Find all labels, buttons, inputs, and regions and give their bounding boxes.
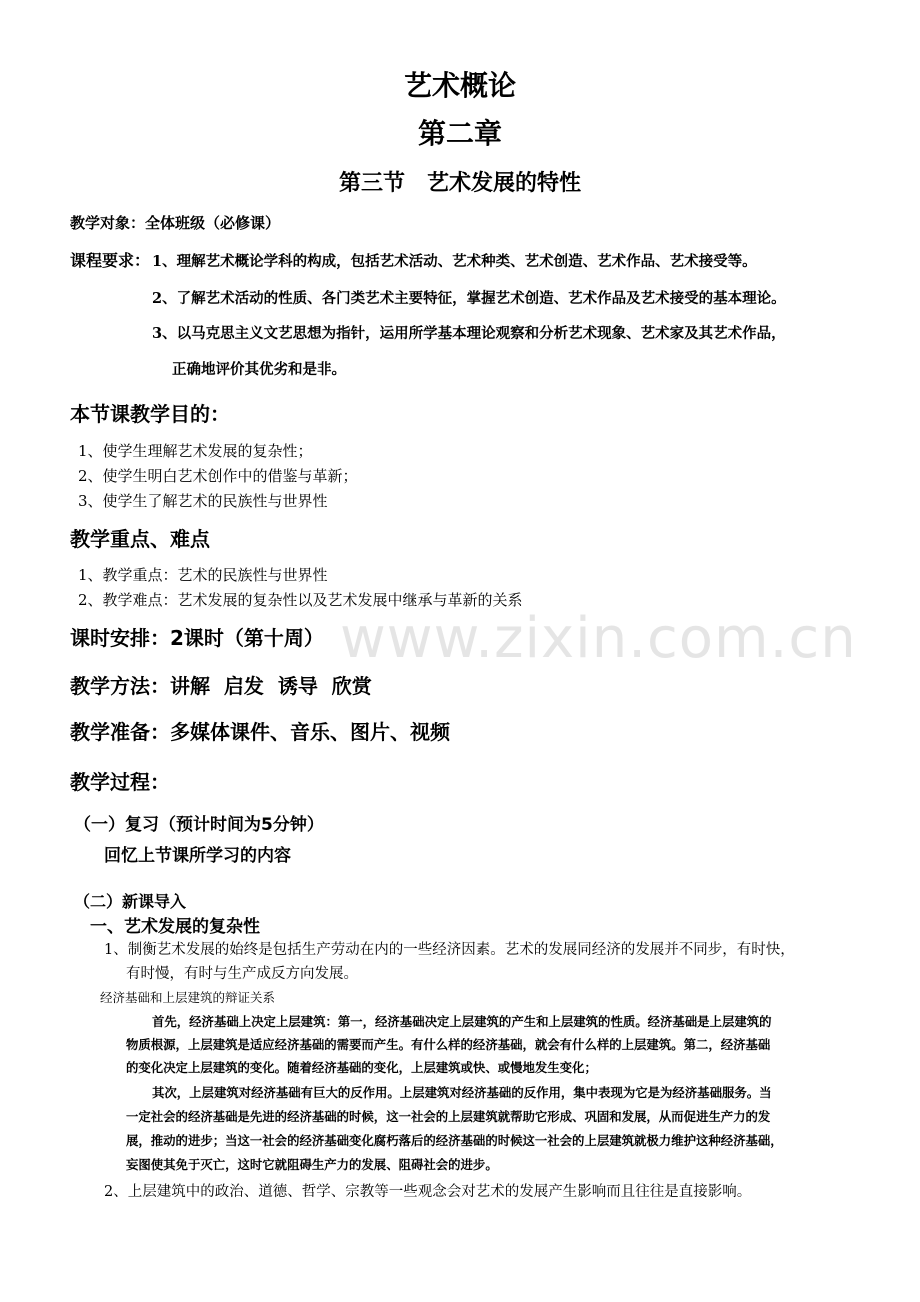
para-a-line1: 首先，经济基础上决定上层建筑：第一，经济基础决定上层建筑的产生和上层建筑的性质。经济基础是上层建筑的 bbox=[152, 1014, 772, 1029]
sub-heading: 经济基础和上层建筑的辩证关系 bbox=[100, 990, 276, 1005]
paragraph-2: 2、上层建筑中的政治、道德、哲学、宗教等一些观念会对艺术的发展产生影响而且往往是直接影响。 bbox=[104, 1184, 752, 1200]
part1-heading: 一、艺术发展的复杂性 bbox=[90, 917, 260, 937]
para-b-line4: 妄图使其免于灭亡，这时它就阻碍生产力的发展、阻碍社会的进步。 bbox=[126, 1157, 498, 1172]
para-a-line3: 的变化决定上层建筑的变化。随着经济基础的变化，上层建筑或快、或慢地发生变化； bbox=[126, 1060, 597, 1075]
objectives-heading: 本节课教学目的： bbox=[70, 402, 230, 426]
review-text: 回忆上节课所学习的内容 bbox=[104, 846, 291, 866]
process-heading: 教学过程： bbox=[70, 770, 170, 794]
requirement-1: 1、理解艺术概论学科的构成，包括艺术活动、艺术种类、艺术创造、艺术作品、艺术接受等。 bbox=[152, 253, 757, 270]
teaching-target: 教学对象：全体班级（必修课） bbox=[70, 214, 281, 232]
watermark: www.zixin.com.cn bbox=[340, 606, 857, 671]
intro-heading: （二）新课导入 bbox=[74, 892, 187, 911]
review-heading: （一）复习（预计时间为5分钟） bbox=[74, 815, 324, 835]
methods: 教学方法：讲解 启发 诱导 欣赏 bbox=[70, 674, 372, 698]
para-b-line3: 展，推动的进步；当这一社会的经济基础变化腐朽落后的经济基础的时候这一社会的上层建筑就极力维护这种经济基础， bbox=[126, 1133, 783, 1148]
para-a-line2: 物质根源，上层建筑是适应经济基础的需要而产生。有什么样的经济基础，就会有什么样的上层建筑。第二，经济基础 bbox=[126, 1037, 771, 1052]
paragraph-1-line1: 1、制衡艺术发展的始终是包括生产劳动在内的一些经济因素。艺术的发展同经济的发展并不同步，有时快， bbox=[104, 942, 795, 958]
objective-1: 1、使学生理解艺术发展的复杂性； bbox=[78, 442, 313, 460]
paragraph-1-line2: 有时慢，有时与生产成反方向发展。 bbox=[126, 966, 358, 982]
requirement-3: 3、以马克思主义文艺思想为指针，运用所学基本理论观察和分析艺术现象、艺术家及其艺术作品， bbox=[152, 325, 786, 342]
requirement-3-cont: 正确地评价其优劣和是非。 bbox=[172, 361, 346, 378]
requirement-2: 2、了解艺术活动的性质、各门类艺术主要特征，掌握艺术创造、艺术作品及艺术接受的基本理论。 bbox=[152, 290, 786, 307]
objective-2: 2、使学生明白艺术创作中的借鉴与革新； bbox=[78, 467, 358, 485]
keypoint-1: 1、教学重点：艺术的民族性与世界性 bbox=[78, 566, 328, 584]
para-b-line2: 一定社会的经济基础是先进的经济基础的时候，这一社会的上层建筑就帮助它形成、巩固和发展，从而促进生产力的发 bbox=[126, 1109, 771, 1124]
section-title: 第三节 艺术发展的特性 bbox=[338, 170, 581, 196]
schedule: 课时安排：2课时（第十周） bbox=[70, 626, 324, 650]
requirements-label: 课程要求： bbox=[70, 251, 151, 270]
keypoint-2: 2、教学难点：艺术发展的复杂性以及艺术发展中继承与革新的关系 bbox=[78, 591, 523, 609]
para-b-line1: 其次，上层建筑对经济基础有巨大的反作用。上层建筑对经济基础的反作用，集中表现为它是为经济基础服务。当 bbox=[152, 1085, 772, 1100]
preparation: 教学准备：多媒体课件、音乐、图片、视频 bbox=[70, 720, 450, 744]
chapter-title: 第二章 bbox=[417, 117, 502, 150]
objective-3: 3、使学生了解艺术的民族性与世界性 bbox=[78, 492, 328, 510]
doc-title: 艺术概论 bbox=[403, 69, 516, 102]
keypoints-heading: 教学重点、难点 bbox=[70, 527, 210, 551]
